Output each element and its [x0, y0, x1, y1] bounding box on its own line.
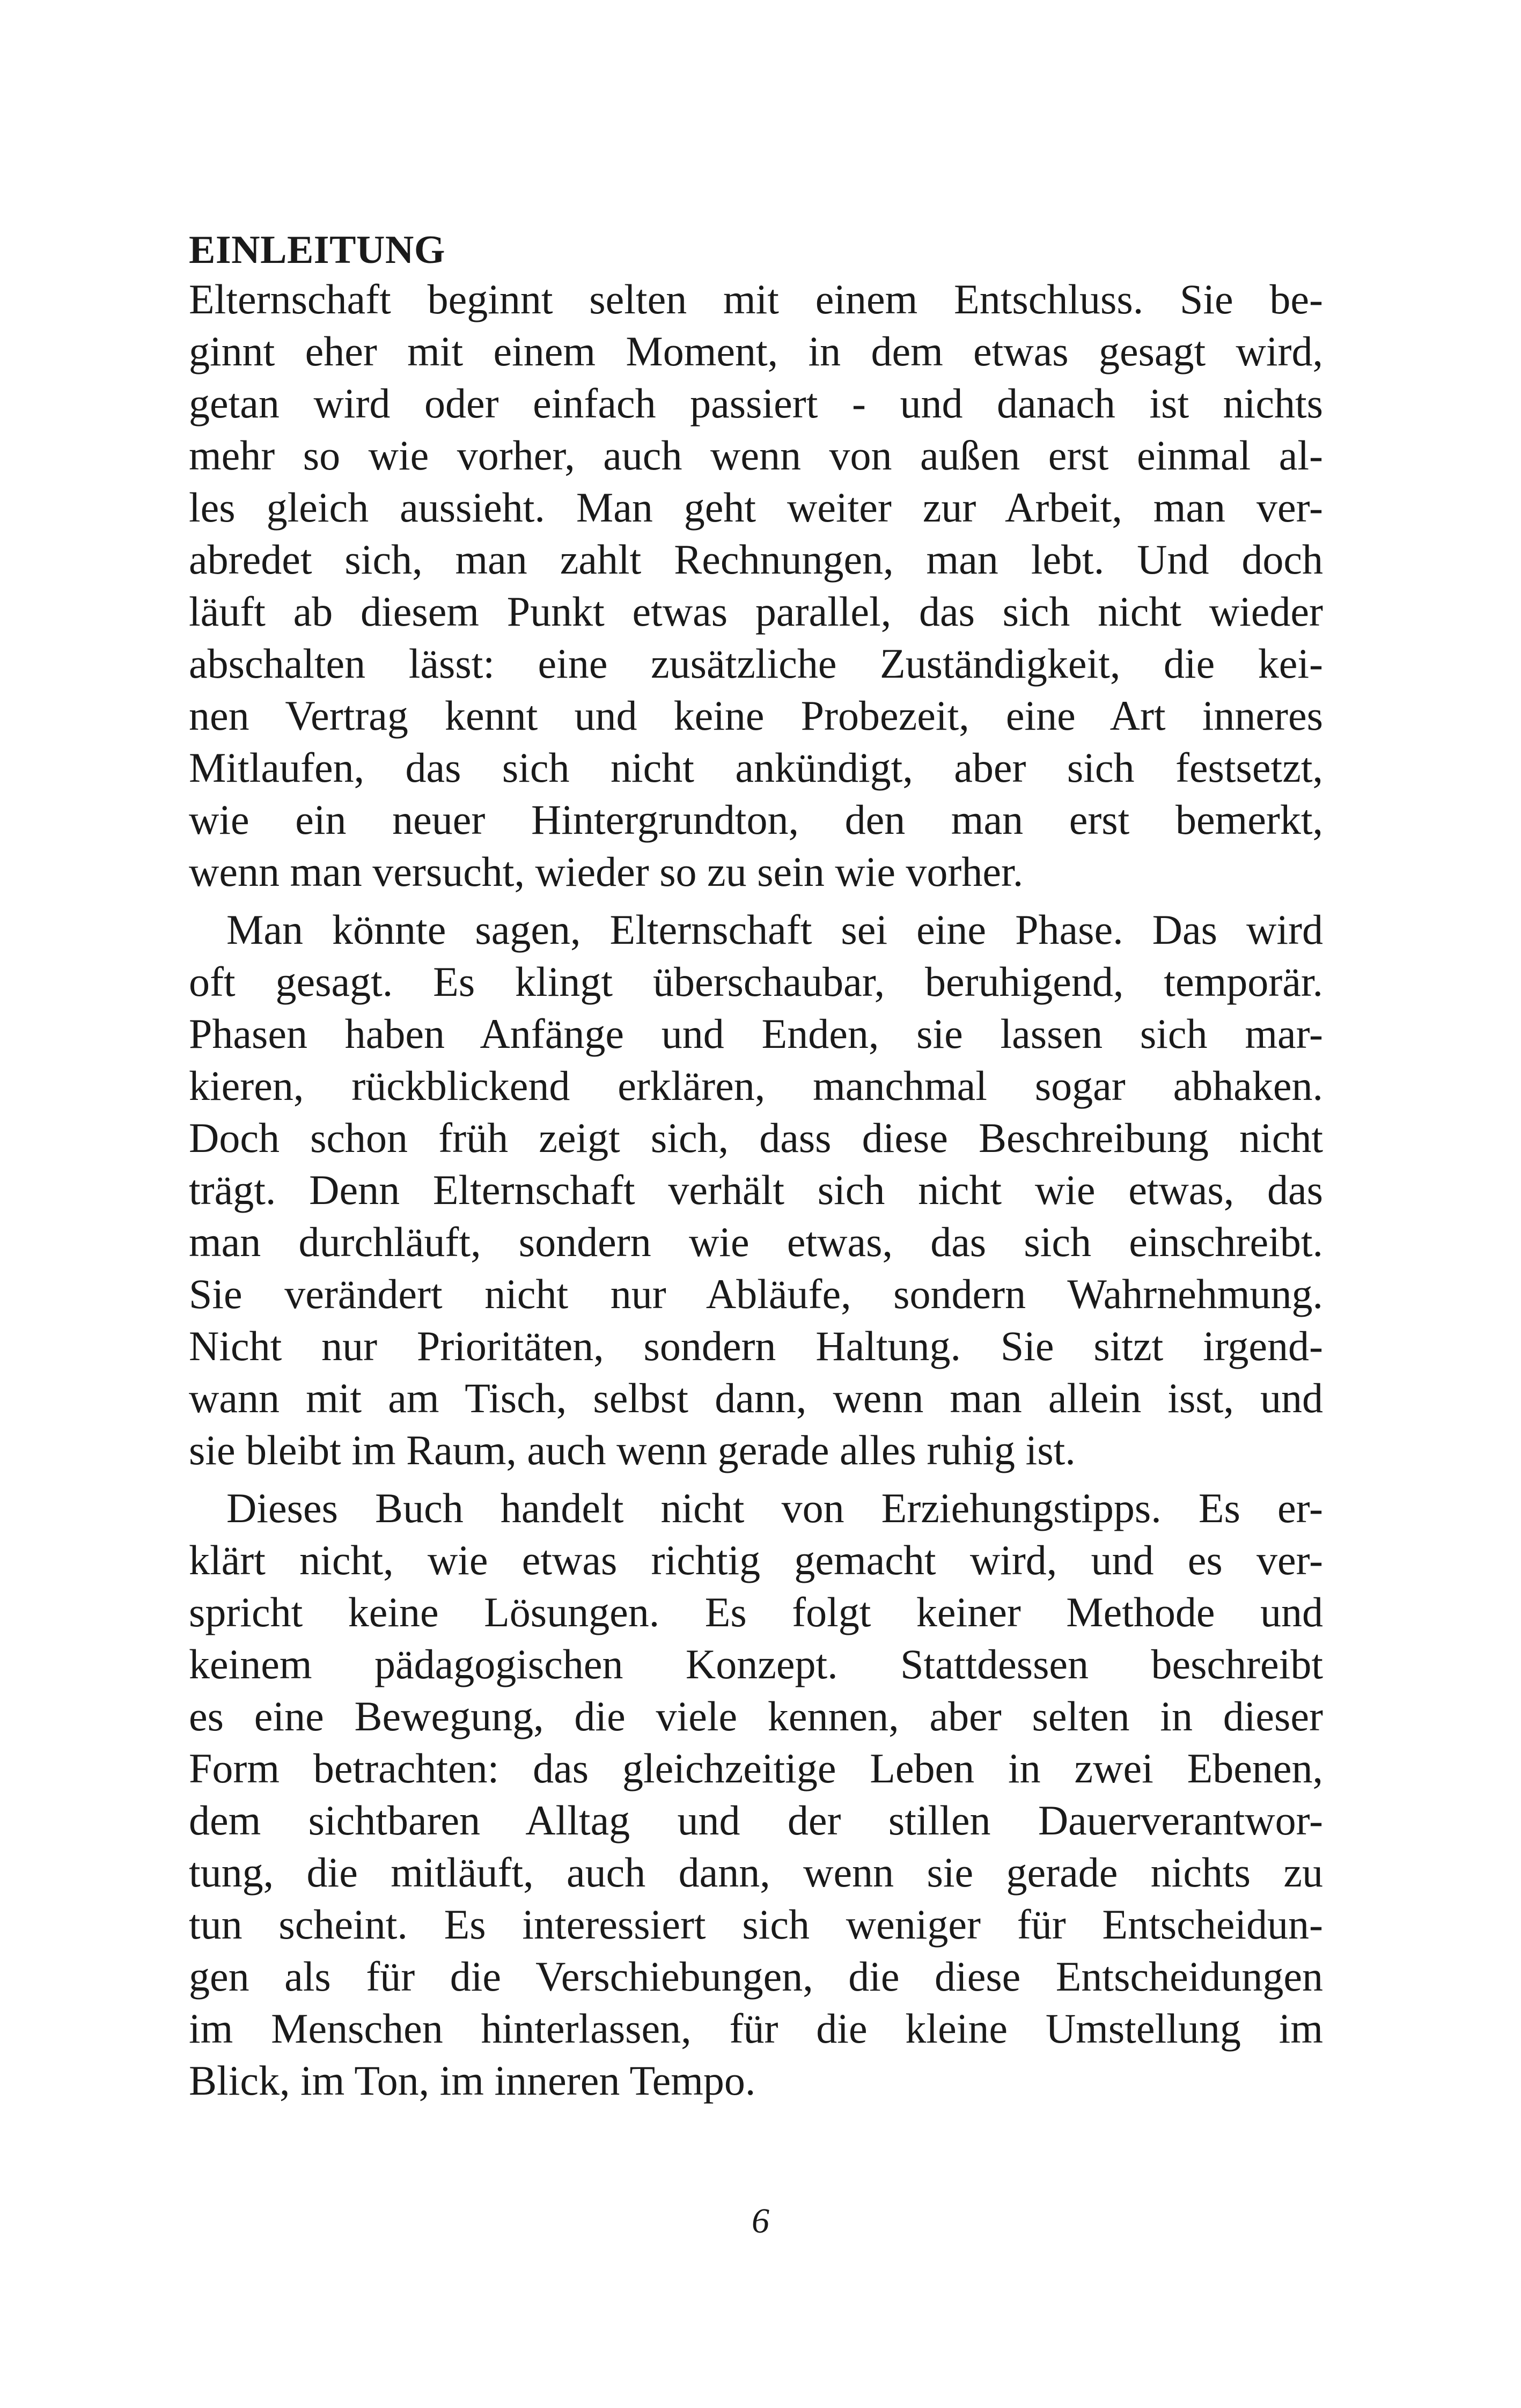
text-line: oft gesagt. Es klingt überschaubar, beruhigend, temporär.: [189, 958, 1323, 1005]
text-line: tun scheint. Es interessiert sich weniger für Entscheidun-: [189, 1901, 1323, 1948]
text-line: mehr so wie vorher, auch wenn von außen erst einmal al-: [189, 432, 1323, 479]
text-line: Blick, im Ton, im inneren Tempo.: [189, 2057, 756, 2104]
text-line: keinem pädagogischen Konzept. Stattdessen beschreibt: [189, 1641, 1323, 1687]
text-line: wann mit am Tisch, selbst dann, wenn man allein isst, und: [189, 1375, 1323, 1421]
text-line: klärt nicht, wie etwas richtig gemacht wird, und es ver-: [189, 1537, 1323, 1583]
text-line: Phasen haben Anfänge und Enden, sie lassen sich mar-: [189, 1010, 1323, 1057]
text-line: es eine Bewegung, die viele kennen, aber selten in dieser: [189, 1693, 1323, 1739]
text-line: abschalten lässt: eine zusätzliche Zuständigkeit, die kei-: [189, 640, 1323, 687]
chapter-heading: EINLEITUNG: [189, 228, 445, 272]
text-line: spricht keine Lösungen. Es folgt keiner Methode und: [189, 1589, 1323, 1635]
text-line: abredet sich, man zahlt Rechnungen, man lebt. Und doch: [189, 536, 1323, 583]
text-line: Mitlaufen, das sich nicht ankündigt, aber sich festsetzt,: [189, 744, 1323, 791]
text-line: Man könnte sagen, Elternschaft sei eine Phase. Das wird: [226, 906, 1323, 953]
text-line: Dieses Buch handelt nicht von Erziehungstipps. Es er-: [226, 1485, 1323, 1531]
text-line: kieren, rückblickend erklären, manchmal sogar abhaken.: [189, 1062, 1323, 1109]
text-line: wie ein neuer Hintergrundton, den man erst bemerkt,: [189, 796, 1323, 843]
text-line: im Menschen hinterlassen, für die kleine Umstellung im: [189, 2005, 1323, 2052]
text-line: les gleich aussieht. Man geht weiter zur Arbeit, man ver-: [189, 484, 1323, 531]
text-line: tung, die mitläuft, auch dann, wenn sie gerade nichts zu: [189, 1849, 1323, 1896]
text-line: man durchläuft, sondern wie etwas, das sich einschreibt.: [189, 1218, 1323, 1265]
text-line: getan wird oder einfach passiert - und danach ist nichts: [189, 380, 1323, 427]
text-line: Doch schon früh zeigt sich, dass diese Beschreibung nicht: [189, 1114, 1323, 1161]
text-line: nen Vertrag kennt und keine Probezeit, eine Art inneres: [189, 692, 1323, 739]
text-line: ginnt eher mit einem Moment, in dem etwas gesagt wird,: [189, 328, 1323, 375]
text-line: Sie verändert nicht nur Abläufe, sondern Wahrnehmung.: [189, 1271, 1323, 1317]
text-line: Form betrachten: das gleichzeitige Leben in zwei Ebenen,: [189, 1745, 1323, 1792]
text-line: dem sichtbaren Alltag und der stillen Dauerverantwor-: [189, 1797, 1323, 1844]
text-line: trägt. Denn Elternschaft verhält sich nicht wie etwas, das: [189, 1166, 1323, 1213]
text-line: Elternschaft beginnt selten mit einem Entschluss. Sie be-: [189, 276, 1323, 322]
text-line: gen als für die Verschiebungen, die diese Entscheidungen: [189, 1953, 1323, 2000]
text-line: sie bleibt im Raum, auch wenn gerade alles ruhig ist.: [189, 1427, 1076, 1473]
page-number: 6: [752, 2201, 769, 2241]
text-line: wenn man versucht, wieder so zu sein wie vorher.: [189, 848, 1024, 895]
text-line: läuft ab diesem Punkt etwas parallel, das sich nicht wieder: [189, 588, 1323, 635]
text-line: Nicht nur Prioritäten, sondern Haltung. Sie sitzt irgend-: [189, 1323, 1323, 1369]
